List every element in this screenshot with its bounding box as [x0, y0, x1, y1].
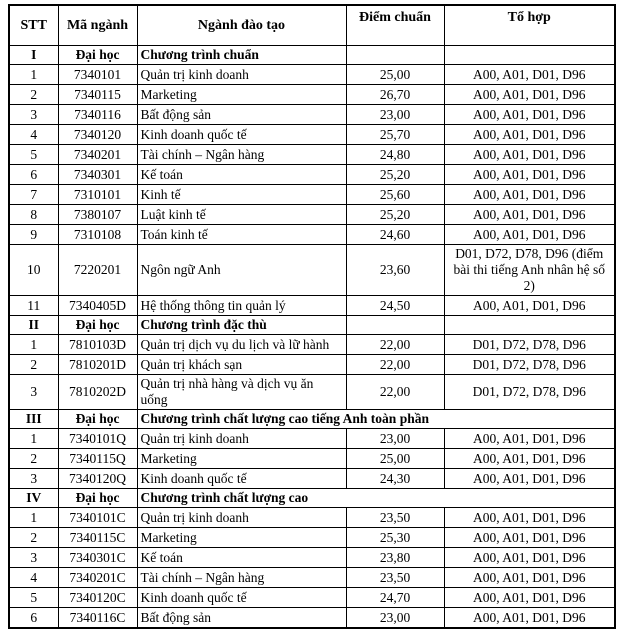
- column-header-stt: STT: [9, 5, 58, 46]
- cell-diem-chuan: 23,50: [346, 568, 444, 588]
- cell-to-hop: A00, A01, D01, D96: [444, 588, 615, 608]
- cell-nganh: Quản trị nhà hàng và dịch vụ ăn uống: [137, 375, 346, 410]
- cell-to-hop: A00, A01, D01, D96: [444, 85, 615, 105]
- cell-stt: 1: [9, 335, 58, 355]
- table-row: [9, 375, 615, 410]
- cell-ma-nganh: 7310108: [58, 225, 137, 245]
- table-row: [9, 429, 615, 449]
- cell-to-hop: A00, A01, D01, D96: [444, 608, 615, 629]
- cell-diem-chuan: 25,00: [346, 65, 444, 85]
- table-row: [9, 508, 615, 528]
- cell-diem-chuan: 23,00: [346, 429, 444, 449]
- section-row: [9, 410, 615, 429]
- cell-stt: 2: [9, 85, 58, 105]
- cell-to-hop: A00, A01, D01, D96: [444, 449, 615, 469]
- cell-section-label: Chương trình chuẩn: [137, 46, 346, 65]
- table-row: [9, 65, 615, 85]
- cell-stt: 11: [9, 296, 58, 316]
- cell-to-hop: [444, 316, 615, 335]
- cell-nganh: Quản trị kinh doanh: [137, 508, 346, 528]
- table-row: [9, 588, 615, 608]
- cell-nganh: Kinh tế: [137, 185, 346, 205]
- cell-nganh: Bất động sản: [137, 105, 346, 125]
- cell-diem-chuan: 26,70: [346, 85, 444, 105]
- header-row: [9, 5, 615, 46]
- cell-to-hop: D01, D72, D78, D96 (điểm bài thi tiếng Anh nhân hệ số 2): [444, 245, 615, 296]
- cell-to-hop: A00, A01, D01, D96: [444, 105, 615, 125]
- table-row: [9, 355, 615, 375]
- cell-nganh: Tài chính – Ngân hàng: [137, 568, 346, 588]
- cell-diem-chuan: [346, 46, 444, 65]
- table-row: [9, 608, 615, 629]
- section-row: [9, 489, 615, 508]
- table-row: [9, 528, 615, 548]
- cell-ma-nganh: 7340301C: [58, 548, 137, 568]
- cell-stt: II: [9, 316, 58, 335]
- cell-diem-chuan: 25,00: [346, 449, 444, 469]
- cell-ma-nganh: 7340120Q: [58, 469, 137, 489]
- cell-nganh: Bất động sản: [137, 608, 346, 629]
- column-header-to-hop: Tổ hợp: [444, 5, 615, 46]
- cell-to-hop: A00, A01, D01, D96: [444, 125, 615, 145]
- cell-nganh: Marketing: [137, 528, 346, 548]
- cell-diem-chuan: 22,00: [346, 355, 444, 375]
- cell-to-hop: A00, A01, D01, D96: [444, 145, 615, 165]
- cell-stt: 7: [9, 185, 58, 205]
- cell-stt: 3: [9, 548, 58, 568]
- cell-nganh: Kinh doanh quốc tế: [137, 469, 346, 489]
- table-row: [9, 449, 615, 469]
- cell-diem-chuan: 23,00: [346, 105, 444, 125]
- cell-stt: 1: [9, 429, 58, 449]
- cell-stt: 4: [9, 125, 58, 145]
- cell-ma-nganh: Đại học: [58, 489, 137, 508]
- cell-ma-nganh: 7380107: [58, 205, 137, 225]
- section-row: [9, 46, 615, 65]
- cell-ma-nganh: 7340301: [58, 165, 137, 185]
- cell-stt: 2: [9, 528, 58, 548]
- cell-stt: IV: [9, 489, 58, 508]
- cell-ma-nganh: 7810103D: [58, 335, 137, 355]
- cell-nganh: Kế toán: [137, 165, 346, 185]
- cell-diem-chuan: 24,50: [346, 296, 444, 316]
- cell-diem-chuan: 25,60: [346, 185, 444, 205]
- table-row: [9, 296, 615, 316]
- cell-stt: I: [9, 46, 58, 65]
- table-row: [9, 145, 615, 165]
- cell-to-hop: D01, D72, D78, D96: [444, 335, 615, 355]
- cell-to-hop: A00, A01, D01, D96: [444, 225, 615, 245]
- cell-stt: 9: [9, 225, 58, 245]
- cell-diem-chuan: 23,60: [346, 245, 444, 296]
- section-row: [9, 316, 615, 335]
- cell-to-hop: A00, A01, D01, D96: [444, 205, 615, 225]
- cell-nganh: Ngôn ngữ Anh: [137, 245, 346, 296]
- table-row: [9, 125, 615, 145]
- cell-ma-nganh: 7340101: [58, 65, 137, 85]
- cell-ma-nganh: Đại học: [58, 316, 137, 335]
- table-row: [9, 335, 615, 355]
- cell-diem-chuan: 23,80: [346, 548, 444, 568]
- cell-stt: 5: [9, 588, 58, 608]
- cell-ma-nganh: 7340101Q: [58, 429, 137, 449]
- cell-diem-chuan: 25,30: [346, 528, 444, 548]
- cell-diem-chuan: 23,00: [346, 608, 444, 629]
- table-row: [9, 185, 615, 205]
- cell-nganh: Kinh doanh quốc tế: [137, 588, 346, 608]
- cell-stt: 3: [9, 105, 58, 125]
- cell-diem-chuan: 24,60: [346, 225, 444, 245]
- table-row: [9, 469, 615, 489]
- cell-ma-nganh: 7340116: [58, 105, 137, 125]
- cell-section-label: Chương trình đặc thù: [137, 316, 346, 335]
- cell-stt: 6: [9, 165, 58, 185]
- cell-stt: 5: [9, 145, 58, 165]
- cell-stt: 6: [9, 608, 58, 629]
- cell-stt: 8: [9, 205, 58, 225]
- cell-diem-chuan: [346, 316, 444, 335]
- cell-ma-nganh: 7340405D: [58, 296, 137, 316]
- cell-to-hop: A00, A01, D01, D96: [444, 296, 615, 316]
- cell-diem-chuan: 22,00: [346, 335, 444, 355]
- cell-to-hop: A00, A01, D01, D96: [444, 568, 615, 588]
- cell-ma-nganh: 7340120: [58, 125, 137, 145]
- cell-stt: 2: [9, 355, 58, 375]
- cell-nganh: Kế toán: [137, 548, 346, 568]
- cell-ma-nganh: 7310101: [58, 185, 137, 205]
- cell-stt: III: [9, 410, 58, 429]
- cell-ma-nganh: 7340101C: [58, 508, 137, 528]
- cell-diem-chuan: 22,00: [346, 375, 444, 410]
- cell-to-hop: A00, A01, D01, D96: [444, 548, 615, 568]
- cell-nganh: Hệ thống thông tin quản lý: [137, 296, 346, 316]
- cell-ma-nganh: 7340120C: [58, 588, 137, 608]
- column-header-diem-chuan: Điểm chuẩn: [346, 5, 444, 46]
- cell-diem-chuan: 25,20: [346, 205, 444, 225]
- table-row: [9, 225, 615, 245]
- table-header: [9, 5, 615, 46]
- table-row: [9, 245, 615, 296]
- table-row: [9, 85, 615, 105]
- cell-diem-chuan: 24,70: [346, 588, 444, 608]
- table-row: [9, 165, 615, 185]
- cell-nganh: Quản trị khách sạn: [137, 355, 346, 375]
- cell-diem-chuan: 24,30: [346, 469, 444, 489]
- cell-ma-nganh: 7340201C: [58, 568, 137, 588]
- cell-stt: 3: [9, 375, 58, 410]
- cell-ma-nganh: 7810202D: [58, 375, 137, 410]
- cell-nganh: Kinh doanh quốc tế: [137, 125, 346, 145]
- cell-nganh: Marketing: [137, 449, 346, 469]
- cell-ma-nganh: 7220201: [58, 245, 137, 296]
- cell-stt: 3: [9, 469, 58, 489]
- cell-diem-chuan: 25,70: [346, 125, 444, 145]
- cell-to-hop: A00, A01, D01, D96: [444, 528, 615, 548]
- cell-to-hop: A00, A01, D01, D96: [444, 65, 615, 85]
- cell-ma-nganh: 7340201: [58, 145, 137, 165]
- cell-stt: 1: [9, 65, 58, 85]
- cell-ma-nganh: 7340115: [58, 85, 137, 105]
- cell-diem-chuan: 24,80: [346, 145, 444, 165]
- cell-nganh: Toán kinh tế: [137, 225, 346, 245]
- cell-diem-chuan: 23,50: [346, 508, 444, 528]
- cell-stt: 10: [9, 245, 58, 296]
- cell-nganh: Tài chính – Ngân hàng: [137, 145, 346, 165]
- cell-nganh: Quản trị kinh doanh: [137, 429, 346, 449]
- cell-to-hop: D01, D72, D78, D96: [444, 355, 615, 375]
- admission-scores-table: [8, 4, 616, 629]
- cell-stt: 4: [9, 568, 58, 588]
- cell-to-hop: A00, A01, D01, D96: [444, 429, 615, 449]
- cell-stt: 2: [9, 449, 58, 469]
- cell-section-label: Chương trình chất lượng cao: [137, 489, 615, 508]
- table-row: [9, 205, 615, 225]
- cell-to-hop: A00, A01, D01, D96: [444, 469, 615, 489]
- cell-to-hop: A00, A01, D01, D96: [444, 165, 615, 185]
- cell-ma-nganh: Đại học: [58, 410, 137, 429]
- cell-ma-nganh: 7340116C: [58, 608, 137, 629]
- cell-diem-chuan: 25,20: [346, 165, 444, 185]
- cell-ma-nganh: 7810201D: [58, 355, 137, 375]
- column-header-nganh-dao-tao: Ngành đào tạo: [137, 5, 346, 46]
- table-row: [9, 568, 615, 588]
- cell-nganh: Marketing: [137, 85, 346, 105]
- cell-ma-nganh: 7340115C: [58, 528, 137, 548]
- table-row: [9, 105, 615, 125]
- cell-to-hop: [444, 46, 615, 65]
- table-body: [9, 46, 615, 629]
- cell-to-hop: D01, D72, D78, D96: [444, 375, 615, 410]
- cell-nganh: Quản trị kinh doanh: [137, 65, 346, 85]
- table-row: [9, 548, 615, 568]
- cell-ma-nganh: Đại học: [58, 46, 137, 65]
- cell-to-hop: A00, A01, D01, D96: [444, 185, 615, 205]
- cell-ma-nganh: 7340115Q: [58, 449, 137, 469]
- cell-section-label: Chương trình chất lượng cao tiếng Anh toàn phần: [137, 410, 615, 429]
- column-header-ma-nganh: Mã ngành: [58, 5, 137, 46]
- cell-to-hop: A00, A01, D01, D96: [444, 508, 615, 528]
- cell-nganh: Luật kinh tế: [137, 205, 346, 225]
- cell-nganh: Quản trị dịch vụ du lịch và lữ hành: [137, 335, 346, 355]
- cell-stt: 1: [9, 508, 58, 528]
